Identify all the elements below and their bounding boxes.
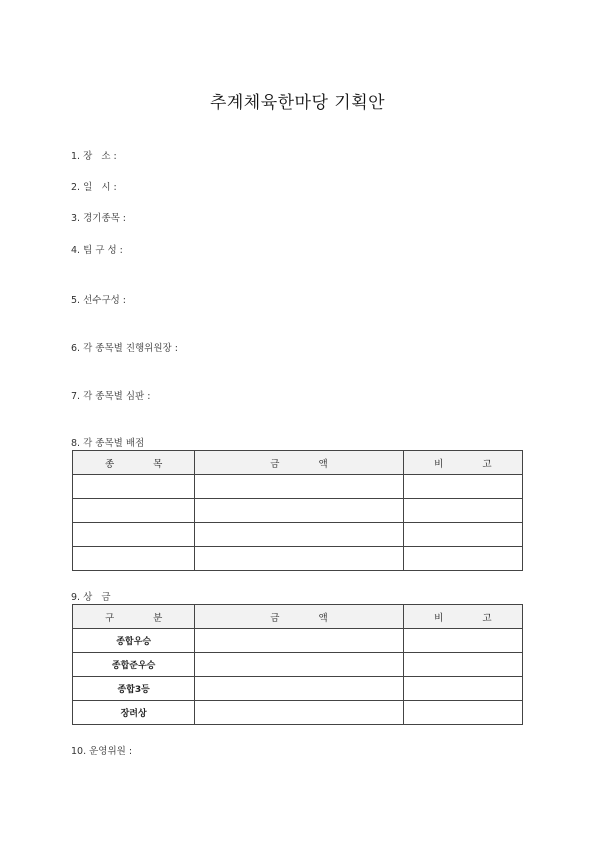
item-teams: 4. 팀 구 성 : [71, 245, 123, 256]
prize-category: 장려상 [73, 701, 195, 725]
table-cell[interactable] [403, 499, 522, 523]
table-row [73, 547, 523, 571]
table-cell[interactable] [195, 499, 403, 523]
item-chairs: 6. 각 종목별 진행위원장 : [71, 343, 178, 354]
item-prize-heading: 9. 상 금 [71, 592, 111, 603]
table-cell[interactable] [73, 499, 195, 523]
table-row [73, 475, 523, 499]
item-date: 2. 일 시 : [71, 182, 117, 193]
item-points-heading: 8. 각 종목별 배점 [71, 438, 145, 449]
header-amount: 금 액 [195, 451, 403, 475]
table-cell[interactable] [195, 701, 403, 725]
table-cell[interactable] [195, 475, 403, 499]
table-cell[interactable] [403, 653, 522, 677]
table-cell[interactable] [195, 653, 403, 677]
item-place: 1. 장 소 : [71, 151, 117, 162]
prize-category: 종합준우승 [73, 653, 195, 677]
document-title: 추계체육한마당 기획안 [209, 93, 386, 113]
table-cell[interactable] [403, 677, 522, 701]
table-header-row [73, 605, 523, 629]
points-table [72, 450, 523, 571]
table-cell[interactable] [195, 677, 403, 701]
table-cell[interactable] [403, 629, 522, 653]
header-remarks: 비 고 [403, 451, 522, 475]
prize-category: 종합우승 [73, 629, 195, 653]
table-cell[interactable] [403, 523, 522, 547]
table-row [73, 499, 523, 523]
table-header-row [73, 451, 523, 475]
table-row [73, 677, 523, 701]
table-row [73, 653, 523, 677]
table-cell[interactable] [73, 523, 195, 547]
item-referees: 7. 각 종목별 심판 : [71, 391, 151, 402]
table-cell[interactable] [73, 547, 195, 571]
item-events: 3. 경기종목 : [71, 213, 127, 224]
table-cell[interactable] [195, 523, 403, 547]
table-row [73, 701, 523, 725]
table-row [73, 523, 523, 547]
table-cell[interactable] [403, 475, 522, 499]
table-cell[interactable] [73, 475, 195, 499]
header-event: 종 목 [73, 451, 195, 475]
header-remarks: 비 고 [403, 605, 522, 629]
prize-table [72, 604, 523, 725]
table-cell[interactable] [403, 701, 522, 725]
table-cell[interactable] [195, 629, 403, 653]
table-cell[interactable] [195, 547, 403, 571]
table-cell[interactable] [403, 547, 522, 571]
header-amount: 금 액 [195, 605, 403, 629]
header-category: 구 분 [73, 605, 195, 629]
prize-category: 종합3등 [73, 677, 195, 701]
table-row [73, 629, 523, 653]
item-players: 5. 선수구성 : [71, 295, 127, 306]
item-committee: 10. 운영위원 : [71, 746, 133, 757]
